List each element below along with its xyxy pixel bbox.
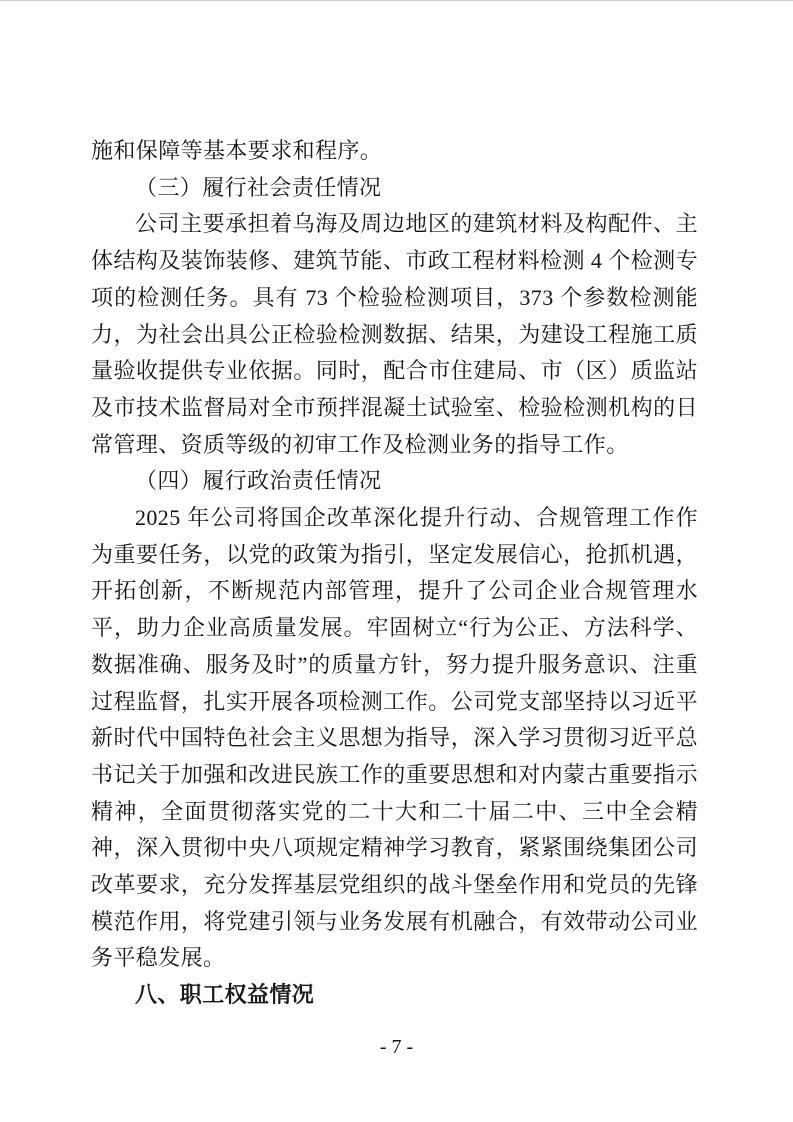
section-heading-employee-rights: 八、职工权益情况 bbox=[135, 982, 315, 1008]
paragraph-political-responsibility: 2025 年公司将国企改革深化提升行动、合规管理工作作为重要任务，以党的政策为指引，坚定发展信心，抢抓机遇，开拓创新，不断规范内部管理，提升了公司企业合规管理水平，助力企业高质量发展。牢固树立“行为公正、方法科学、数据准确、服务及时”的质量方针，努力提升服务意识、注重过程监督，扎实开展各项检测工作。公司党支部坚持以习近平新时代中国特色社会主义思想为指导，深入学习贯彻习近平总书记关于加强和改进民族工作的重要思想和对内蒙古重要指示精神，全面贯彻落实党的二十大和二十届二中、三中全会精神，深入贯彻中央八项规定精神学习教育，紧紧围绕集团公司改革要求，充分发挥基层党组织的战斗堡垒作用和党员的先锋模范作用，将党建引领与业务发展有机融合，有效带动公司业务平稳发展。 bbox=[91, 505, 698, 971]
page-number: - 7 - bbox=[379, 1036, 414, 1058]
subheading-social-responsibility: （三）履行社会责任情况 bbox=[135, 174, 382, 200]
text-block bbox=[91, 133, 698, 1014]
paragraph-social-responsibility: 公司主要承担着乌海及周边地区的建筑材料及构配件、主体结构及装饰装修、建筑节能、市政工程材料检测 4 个检测专项的检测任务。具有 73 个检验检测项目，373 个参数检测能力，为社会出具公正检验检测数据、结果，为建设工程施工质量验收提供专业依据。同时，配合市住建局、市（区）质监站及市技术监督局对全市预拌混凝土试验室、检验检测机构的日常管理、资质等级的初审工作及检测业务的指导工作。 bbox=[91, 211, 698, 457]
paragraph-continuation: 施和保障等基本要求和程序。 bbox=[91, 138, 383, 163]
subheading-political-responsibility: （四）履行政治责任情况 bbox=[135, 468, 382, 494]
scan-edge-line bbox=[0, 0, 793, 1]
